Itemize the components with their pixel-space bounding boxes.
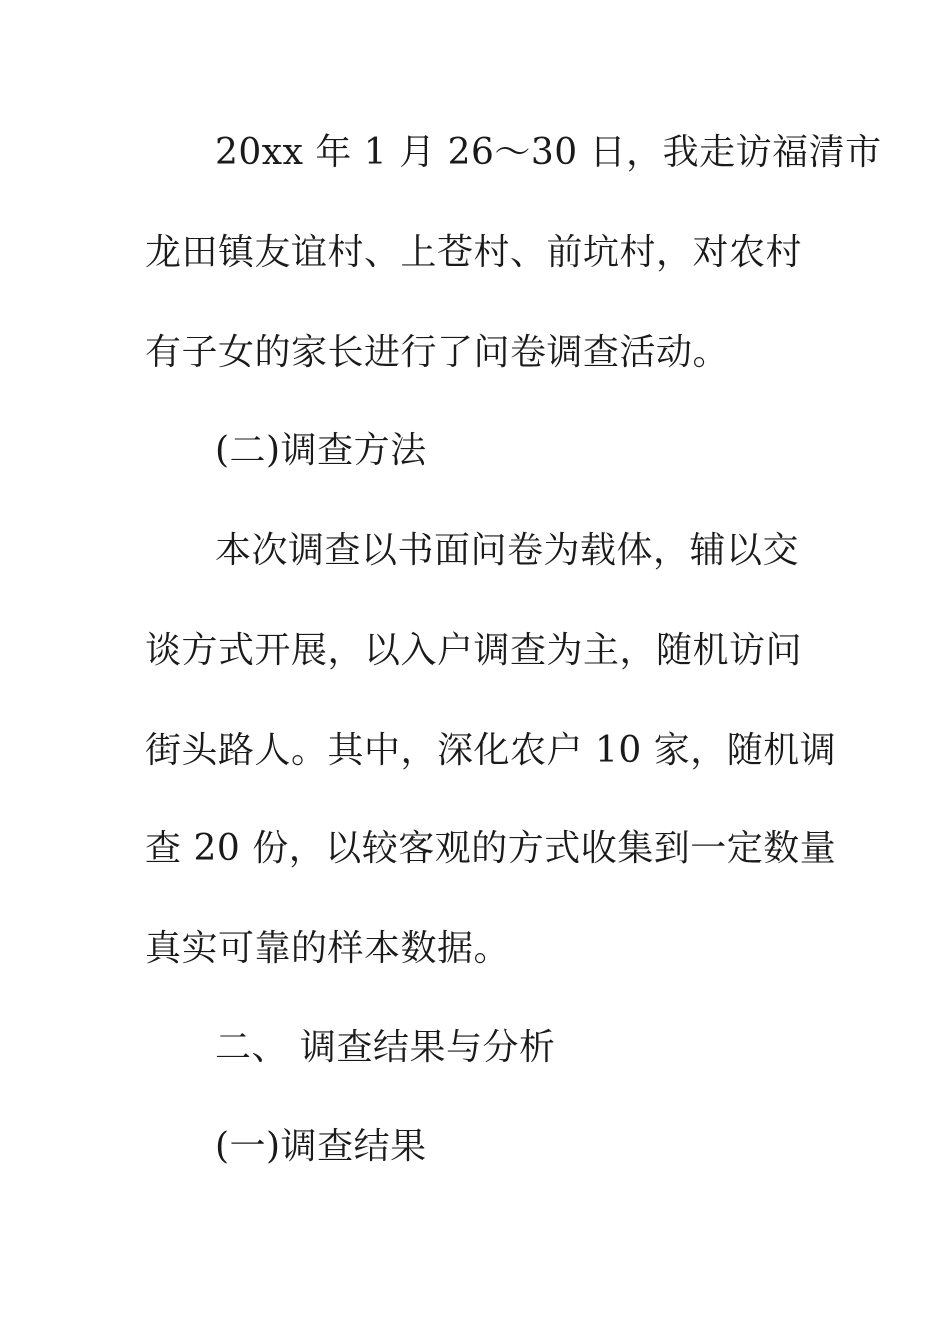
method-line-1: 本次调查以书面问卷为载体，辅以交 [215,530,800,571]
section-heading-method: (二)调查方法 [215,430,427,471]
section-heading-results: (一)调查结果 [215,1126,427,1167]
intro-line-3: 有子女的家长进行了问卷调查活动。 [145,332,730,373]
method-line-5: 真实可靠的样本数据。 [145,928,511,969]
method-line-3: 街头路人。其中，深化农户 10 家，随机调 [145,730,837,771]
intro-line-1: 20xx 年 1 月 26～30 日，我走访福清市 [215,132,882,173]
method-line-2: 谈方式开展，以入户调查为主，随机访问 [145,630,803,671]
intro-line-2: 龙田镇友谊村、上苍村、前坑村，对农村 [145,232,803,273]
section-heading-results-analysis: 二、 调查结果与分析 [215,1027,556,1068]
method-line-4: 查 20 份，以较客观的方式收集到一定数量 [145,828,837,869]
